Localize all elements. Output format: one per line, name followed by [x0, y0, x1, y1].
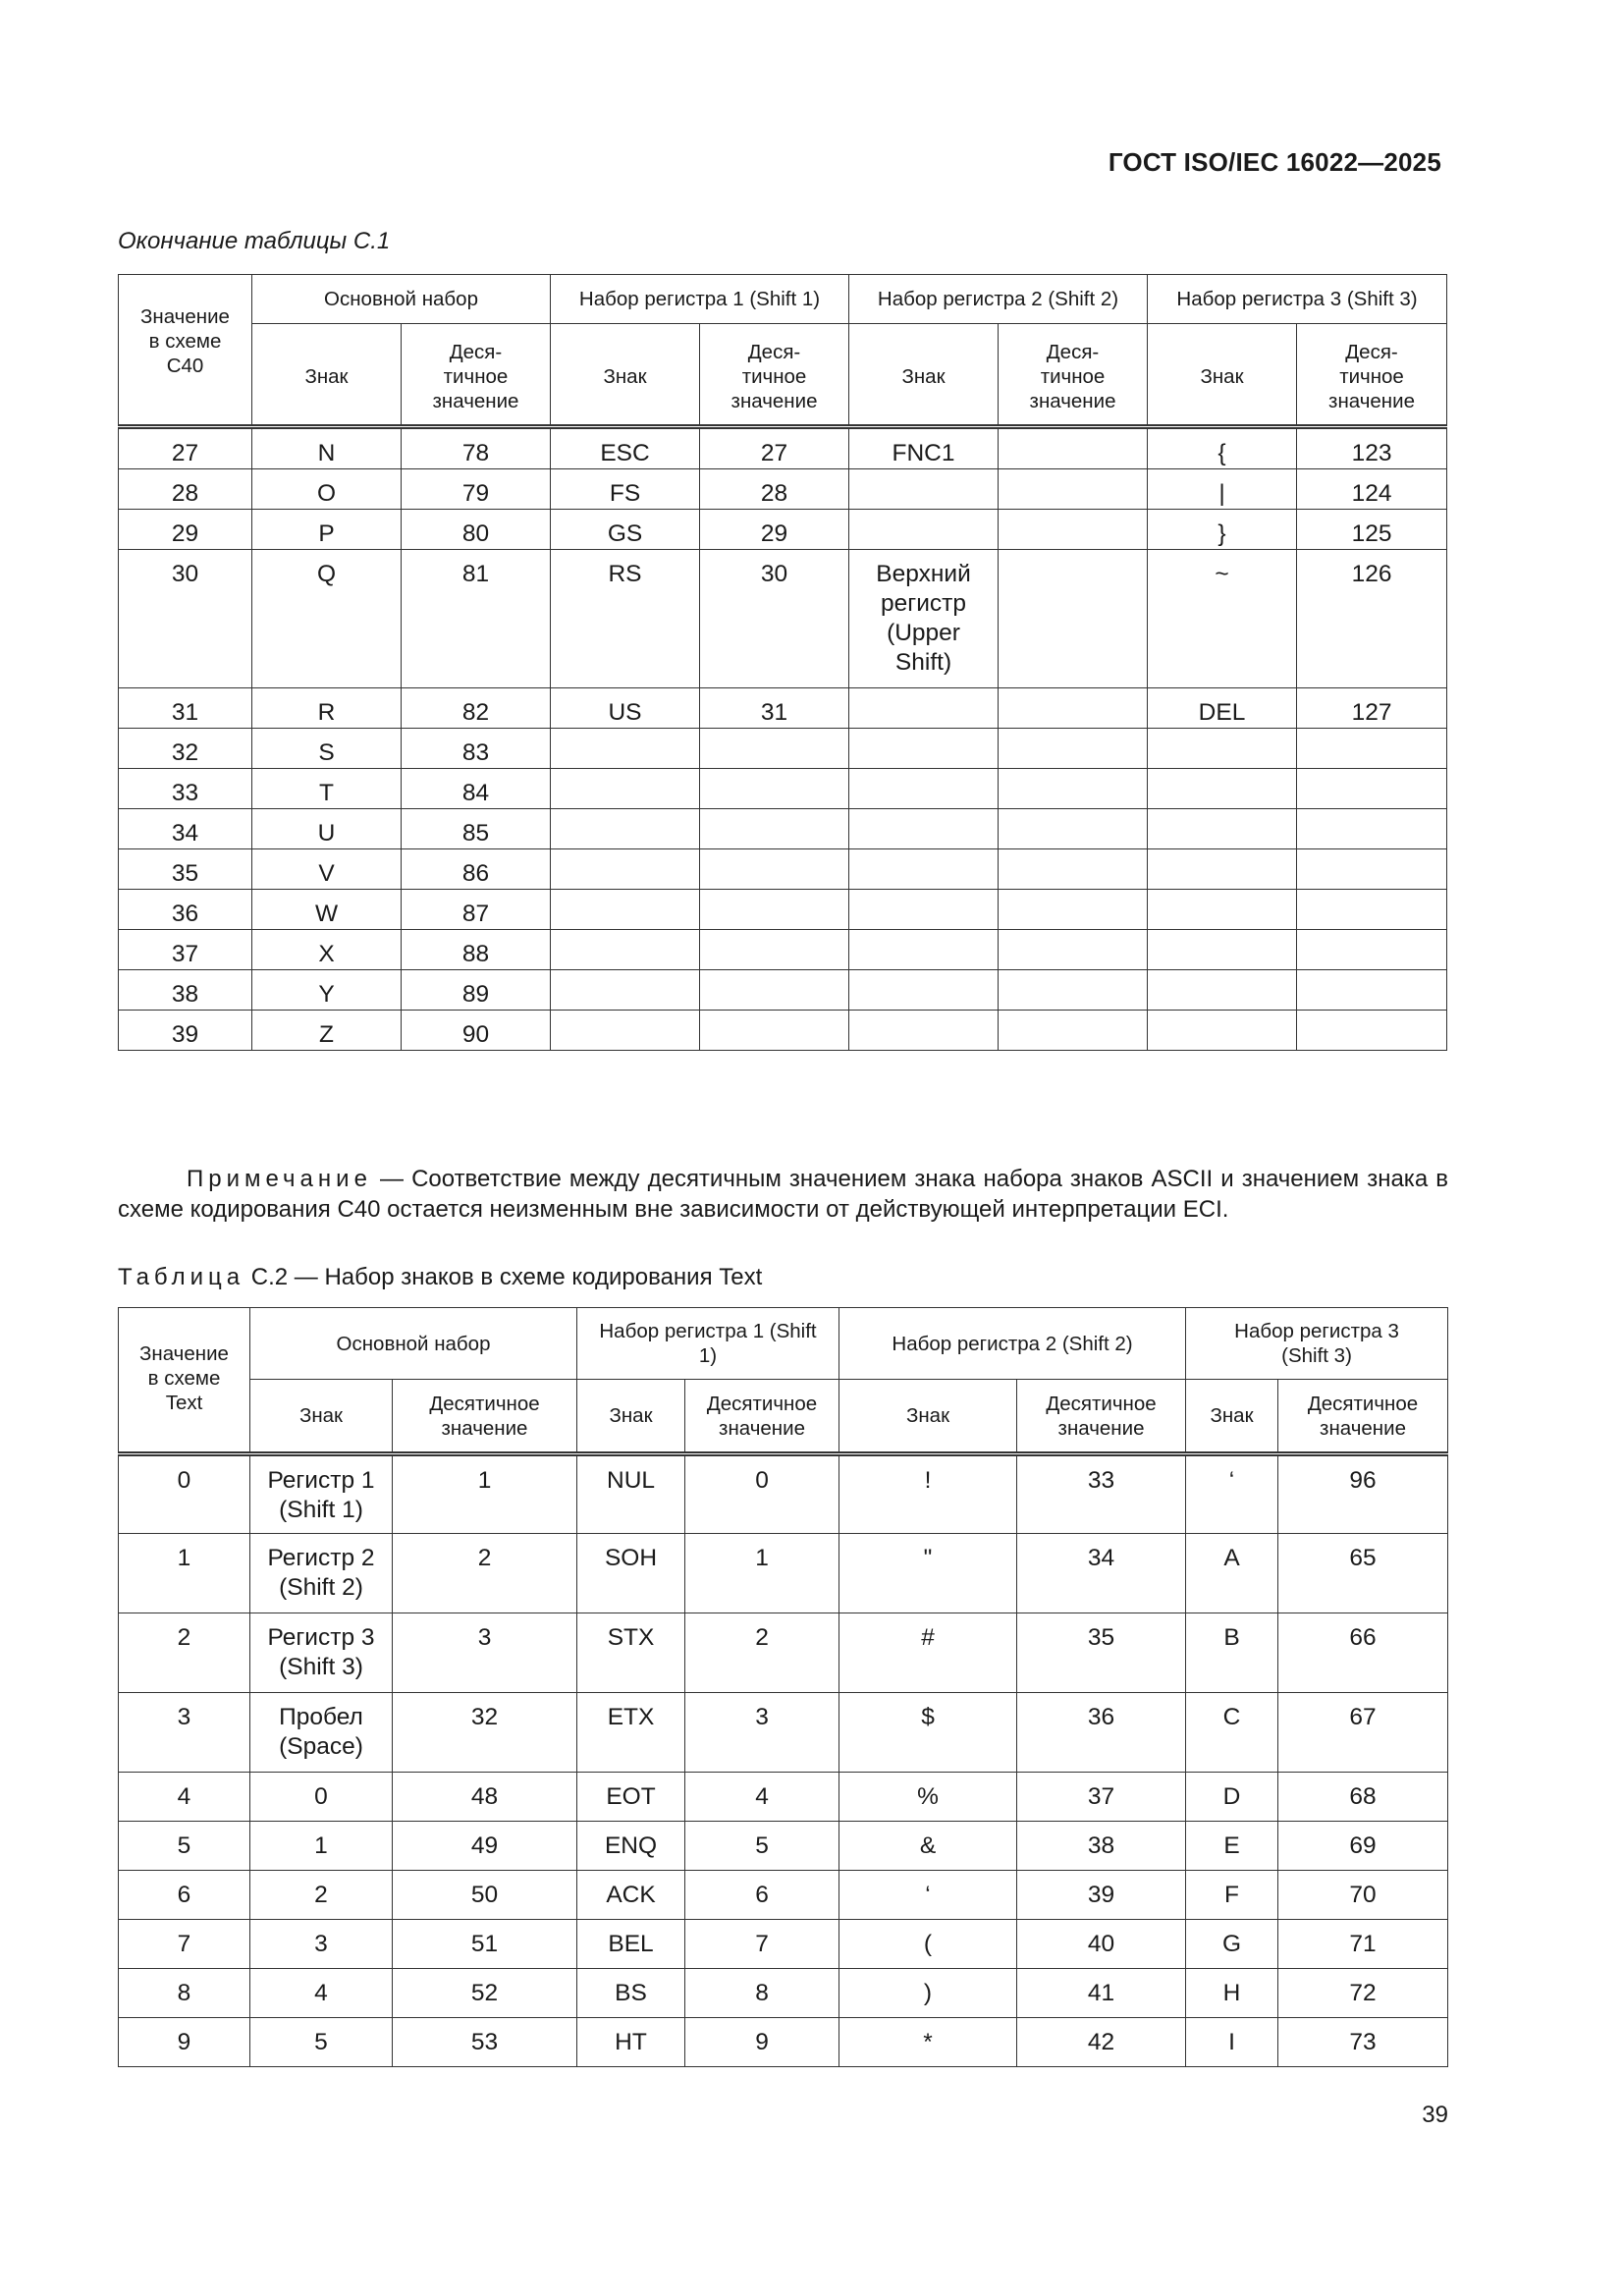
- table-cell: ‘: [1186, 1454, 1278, 1534]
- table-cell: 4: [250, 1969, 393, 2018]
- table-cell: 87: [402, 890, 551, 930]
- table-cell: 6: [119, 1871, 250, 1920]
- table-cell: [1297, 1011, 1447, 1051]
- table-cell: ): [839, 1969, 1017, 2018]
- group-header-shift2: Набор регистра 2 (Shift 2): [839, 1308, 1186, 1380]
- table-cell: 1: [250, 1822, 393, 1871]
- table-row: [119, 930, 1447, 970]
- table-row: [119, 809, 1447, 849]
- table-cell: 1: [119, 1534, 250, 1613]
- value-header: Значение в схеме C40: [119, 275, 252, 427]
- table-cell: 2: [685, 1613, 839, 1693]
- sign-header: Знак: [551, 324, 700, 427]
- decimal-header: Десятичное значение: [1017, 1380, 1186, 1454]
- table-cell: {: [1148, 427, 1297, 469]
- table-cell: [1297, 729, 1447, 769]
- sign-header: Знак: [839, 1380, 1017, 1454]
- table-cell: 125: [1297, 510, 1447, 550]
- table-cell: 50: [393, 1871, 577, 1920]
- table-cell: 0: [685, 1454, 839, 1534]
- table-cell: [849, 688, 999, 729]
- table-cell: 0: [119, 1454, 250, 1534]
- table-cell: 65: [1278, 1534, 1448, 1613]
- table-cell: [700, 930, 849, 970]
- table-cell: |: [1148, 469, 1297, 510]
- table-cell: 36: [1017, 1693, 1186, 1773]
- table-cell: !: [839, 1454, 1017, 1534]
- table-cell: 41: [1017, 1969, 1186, 2018]
- table-row: [119, 469, 1447, 510]
- table-cell: [849, 890, 999, 930]
- table-cell: [999, 890, 1148, 930]
- table-row: [119, 1534, 1448, 1613]
- table-cell: 31: [700, 688, 849, 729]
- table-cell: [1297, 769, 1447, 809]
- table-row: [119, 729, 1447, 769]
- table-cell: W: [252, 890, 402, 930]
- table-cell: 35: [1017, 1613, 1186, 1693]
- table-cell: 34: [119, 809, 252, 849]
- table-cell: [551, 930, 700, 970]
- table-note: [118, 1164, 1448, 1225]
- table-cell: 33: [119, 769, 252, 809]
- table-cell: [1148, 769, 1297, 809]
- table2-caption: [118, 1264, 762, 1291]
- table-cell: 51: [393, 1920, 577, 1969]
- table-cell: 1: [685, 1534, 839, 1613]
- table-cell: P: [252, 510, 402, 550]
- table-cell: 34: [1017, 1534, 1186, 1613]
- table-cell: NUL: [577, 1454, 685, 1534]
- table-cell: BEL: [577, 1920, 685, 1969]
- table-cell: 5: [119, 1822, 250, 1871]
- table-row: [119, 1773, 1448, 1822]
- table-cell: E: [1186, 1822, 1278, 1871]
- table-cell: ESC: [551, 427, 700, 469]
- table-cell: A: [1186, 1534, 1278, 1613]
- table-row: [119, 1011, 1447, 1051]
- table-cell: 31: [119, 688, 252, 729]
- table-cell: 4: [119, 1773, 250, 1822]
- table-cell: [849, 769, 999, 809]
- sign-header: Знак: [1148, 324, 1297, 427]
- table-cell: (: [839, 1920, 1017, 1969]
- table-row: [119, 1822, 1448, 1871]
- decimal-header: Деся- тичное значение: [700, 324, 849, 427]
- table-cell: 53: [393, 2018, 577, 2067]
- group-header-shift1: Набор регистра 1 (Shift 1): [551, 275, 849, 324]
- table-cell: 29: [700, 510, 849, 550]
- sign-header: Знак: [252, 324, 402, 427]
- table-cell: [999, 550, 1148, 688]
- table-cell: *: [839, 2018, 1017, 2067]
- table-cell: [551, 1011, 700, 1051]
- table-cell: 2: [119, 1613, 250, 1693]
- table-cell: 7: [119, 1920, 250, 1969]
- table-cell: [849, 930, 999, 970]
- table-cell: ETX: [577, 1693, 685, 1773]
- table-cell: [999, 849, 1148, 890]
- table-cell: BS: [577, 1969, 685, 2018]
- table-cell: [551, 809, 700, 849]
- table-cell: [1297, 930, 1447, 970]
- table-cell: 27: [700, 427, 849, 469]
- table-cell: 49: [393, 1822, 577, 1871]
- table-cell: [551, 849, 700, 890]
- table-cell: [1297, 809, 1447, 849]
- table-row: [119, 550, 1447, 688]
- table-cell: N: [252, 427, 402, 469]
- table-cell: [1148, 970, 1297, 1011]
- table1-caption: Окончание таблицы С.1: [118, 228, 391, 254]
- table-cell: 37: [119, 930, 252, 970]
- table-cell: 0: [250, 1773, 393, 1822]
- table-cell: 7: [685, 1920, 839, 1969]
- table-cell: 30: [119, 550, 252, 688]
- table-cell: [1148, 809, 1297, 849]
- table-cell: 48: [393, 1773, 577, 1822]
- table-cell: ": [839, 1534, 1017, 1613]
- table-cell: 126: [1297, 550, 1447, 688]
- table-cell: [849, 469, 999, 510]
- table-cell: 39: [1017, 1871, 1186, 1920]
- table-row: [119, 1613, 1448, 1693]
- table-cell: [1148, 890, 1297, 930]
- table-cell: 69: [1278, 1822, 1448, 1871]
- note-label: Примечание: [187, 1166, 372, 1192]
- table-cell: FNC1: [849, 427, 999, 469]
- table-cell: X: [252, 930, 402, 970]
- table-cell: 38: [119, 970, 252, 1011]
- table-cell: Z: [252, 1011, 402, 1051]
- table-cell: [999, 427, 1148, 469]
- table-cell: US: [551, 688, 700, 729]
- sign-header: Знак: [577, 1380, 685, 1454]
- table-cell: 52: [393, 1969, 577, 2018]
- table-cell: [999, 469, 1148, 510]
- table-c2-text-charset: [118, 1307, 1448, 2067]
- table-cell: 30: [700, 550, 849, 688]
- table-cell: 8: [685, 1969, 839, 2018]
- table-cell: [999, 970, 1148, 1011]
- table-cell: G: [1186, 1920, 1278, 1969]
- table-row: [119, 769, 1447, 809]
- table-cell: [849, 729, 999, 769]
- table-cell: 6: [685, 1871, 839, 1920]
- table-cell: Регистр 3 (Shift 3): [250, 1613, 393, 1693]
- group-header-shift3: Набор регистра 3 (Shift 3): [1186, 1308, 1448, 1380]
- table-cell: 81: [402, 550, 551, 688]
- table-cell: DEL: [1148, 688, 1297, 729]
- table-cell: [700, 970, 849, 1011]
- table-cell: 5: [685, 1822, 839, 1871]
- table-cell: 3: [393, 1613, 577, 1693]
- table-cell: F: [1186, 1871, 1278, 1920]
- table-cell: [999, 769, 1148, 809]
- table-cell: 73: [1278, 2018, 1448, 2067]
- table-cell: H: [1186, 1969, 1278, 2018]
- group-header-basic: Основной набор: [250, 1308, 577, 1380]
- table-cell: C: [1186, 1693, 1278, 1773]
- table-cell: FS: [551, 469, 700, 510]
- table-cell: #: [839, 1613, 1017, 1693]
- table-cell: ~: [1148, 550, 1297, 688]
- table-cell: 1: [393, 1454, 577, 1534]
- table-row: [119, 1693, 1448, 1773]
- table-cell: 27: [119, 427, 252, 469]
- table-cell: ENQ: [577, 1822, 685, 1871]
- table-cell: O: [252, 469, 402, 510]
- table-cell: D: [1186, 1773, 1278, 1822]
- table-cell: 35: [119, 849, 252, 890]
- table-cell: [1297, 970, 1447, 1011]
- table-cell: 123: [1297, 427, 1447, 469]
- table-cell: R: [252, 688, 402, 729]
- table-row: [119, 849, 1447, 890]
- group-header-shift1: Набор регистра 1 (Shift 1): [577, 1308, 839, 1380]
- table-cell: 32: [119, 729, 252, 769]
- table-cell: 42: [1017, 2018, 1186, 2067]
- table-cell: [849, 809, 999, 849]
- table-cell: [999, 688, 1148, 729]
- table-cell: 127: [1297, 688, 1447, 729]
- sign-header: Знак: [849, 324, 999, 427]
- table-cell: ‘: [839, 1871, 1017, 1920]
- table-cell: 68: [1278, 1773, 1448, 1822]
- decimal-header: Десятичное значение: [685, 1380, 839, 1454]
- table-cell: 39: [119, 1011, 252, 1051]
- table-cell: 3: [685, 1693, 839, 1773]
- table-cell: [700, 809, 849, 849]
- table-cell: GS: [551, 510, 700, 550]
- table-row: [119, 427, 1447, 469]
- table-cell: Q: [252, 550, 402, 688]
- table-cell: STX: [577, 1613, 685, 1693]
- table-cell: [1297, 849, 1447, 890]
- table-cell: 5: [250, 2018, 393, 2067]
- table-cell: [1148, 729, 1297, 769]
- table-cell: Y: [252, 970, 402, 1011]
- table-cell: $: [839, 1693, 1017, 1773]
- table-cell: ACK: [577, 1871, 685, 1920]
- table-cell: 86: [402, 849, 551, 890]
- table-cell: V: [252, 849, 402, 890]
- table-cell: 85: [402, 809, 551, 849]
- group-header-shift2: Набор регистра 2 (Shift 2): [849, 275, 1148, 324]
- table-cell: 38: [1017, 1822, 1186, 1871]
- table-cell: EOT: [577, 1773, 685, 1822]
- table-cell: [700, 890, 849, 930]
- table-cell: %: [839, 1773, 1017, 1822]
- decimal-header: Десятичное значение: [1278, 1380, 1448, 1454]
- table-cell: 67: [1278, 1693, 1448, 1773]
- decimal-header: Деся- тичное значение: [999, 324, 1148, 427]
- table-cell: 8: [119, 1969, 250, 2018]
- table-cell: 9: [119, 2018, 250, 2067]
- table-cell: [999, 729, 1148, 769]
- table-cell: 71: [1278, 1920, 1448, 1969]
- table-cell: [849, 1011, 999, 1051]
- table-cell: [551, 769, 700, 809]
- table-cell: HT: [577, 2018, 685, 2067]
- sign-header: Знак: [250, 1380, 393, 1454]
- table-c1-continuation: [118, 274, 1447, 1051]
- table-cell: 3: [119, 1693, 250, 1773]
- table-cell: Регистр 1 (Shift 1): [250, 1454, 393, 1534]
- group-header-shift3: Набор регистра 3 (Shift 3): [1148, 275, 1447, 324]
- table-cell: [999, 1011, 1148, 1051]
- table-cell: [1148, 930, 1297, 970]
- note-text: — Соответствие между десятичным значением знака набора знаков ASCII и значением знака в схеме кодирования С40 остается неизменным вне зависимости от действующей интерпретации ECI.: [118, 1166, 1449, 1223]
- table-cell: [700, 729, 849, 769]
- table-cell: 96: [1278, 1454, 1448, 1534]
- table-cell: 3: [250, 1920, 393, 1969]
- decimal-header: Деся- тичное значение: [402, 324, 551, 427]
- table-cell: Регистр 2 (Shift 2): [250, 1534, 393, 1613]
- decimal-header: Десятичное значение: [393, 1380, 577, 1454]
- table-row: [119, 2018, 1448, 2067]
- table-cell: [1148, 849, 1297, 890]
- table-cell: 36: [119, 890, 252, 930]
- table-cell: [849, 970, 999, 1011]
- table-cell: [1297, 890, 1447, 930]
- value-header: Значение в схеме Text: [119, 1308, 250, 1454]
- table-cell: [551, 890, 700, 930]
- table-cell: }: [1148, 510, 1297, 550]
- table-row: [119, 1454, 1448, 1534]
- table-cell: 79: [402, 469, 551, 510]
- table-row: [119, 510, 1447, 550]
- table-cell: 90: [402, 1011, 551, 1051]
- table-cell: SOH: [577, 1534, 685, 1613]
- table2-caption-text: С.2 — Набор знаков в схеме кодирования Text: [250, 1264, 763, 1290]
- table-cell: 32: [393, 1693, 577, 1773]
- table-row: [119, 1920, 1448, 1969]
- table-cell: 9: [685, 2018, 839, 2067]
- table-cell: [551, 970, 700, 1011]
- table-cell: [700, 1011, 849, 1051]
- table-row: [119, 890, 1447, 930]
- table-cell: &: [839, 1822, 1017, 1871]
- table-row: [119, 970, 1447, 1011]
- table-cell: [1148, 1011, 1297, 1051]
- table-cell: 89: [402, 970, 551, 1011]
- table-cell: 124: [1297, 469, 1447, 510]
- sign-header: Знак: [1186, 1380, 1278, 1454]
- table-cell: 88: [402, 930, 551, 970]
- table-cell: 4: [685, 1773, 839, 1822]
- table-row: [119, 1969, 1448, 2018]
- standard-identifier: ГОСТ ISO/IEC 16022—2025: [1108, 147, 1441, 177]
- table-cell: 2: [250, 1871, 393, 1920]
- table-cell: [551, 729, 700, 769]
- table-cell: 66: [1278, 1613, 1448, 1693]
- table-cell: [700, 849, 849, 890]
- table-cell: T: [252, 769, 402, 809]
- table-cell: RS: [551, 550, 700, 688]
- table-cell: 28: [700, 469, 849, 510]
- table-cell: [999, 930, 1148, 970]
- table-cell: B: [1186, 1613, 1278, 1693]
- table-cell: 78: [402, 427, 551, 469]
- table-cell: Верхний регистр (Upper Shift): [849, 550, 999, 688]
- table-cell: U: [252, 809, 402, 849]
- table-cell: 28: [119, 469, 252, 510]
- table-cell: 33: [1017, 1454, 1186, 1534]
- table-cell: 84: [402, 769, 551, 809]
- page-number: 39: [1422, 2102, 1448, 2128]
- table-cell: 82: [402, 688, 551, 729]
- table-cell: [849, 510, 999, 550]
- table-cell: 72: [1278, 1969, 1448, 2018]
- table-cell: 37: [1017, 1773, 1186, 1822]
- table-cell: I: [1186, 2018, 1278, 2067]
- table-row: [119, 688, 1447, 729]
- table-cell: 29: [119, 510, 252, 550]
- table2-caption-label: Таблица: [118, 1264, 245, 1290]
- group-header-basic: Основной набор: [252, 275, 551, 324]
- table-cell: [700, 769, 849, 809]
- table-cell: 2: [393, 1534, 577, 1613]
- table-cell: 40: [1017, 1920, 1186, 1969]
- table-cell: [999, 510, 1148, 550]
- table-cell: S: [252, 729, 402, 769]
- decimal-header: Деся- тичное значение: [1297, 324, 1447, 427]
- table-row: [119, 1871, 1448, 1920]
- table-cell: 83: [402, 729, 551, 769]
- table-cell: 70: [1278, 1871, 1448, 1920]
- table-cell: [849, 849, 999, 890]
- table-cell: Пробел (Space): [250, 1693, 393, 1773]
- table-cell: [999, 809, 1148, 849]
- table-cell: 80: [402, 510, 551, 550]
